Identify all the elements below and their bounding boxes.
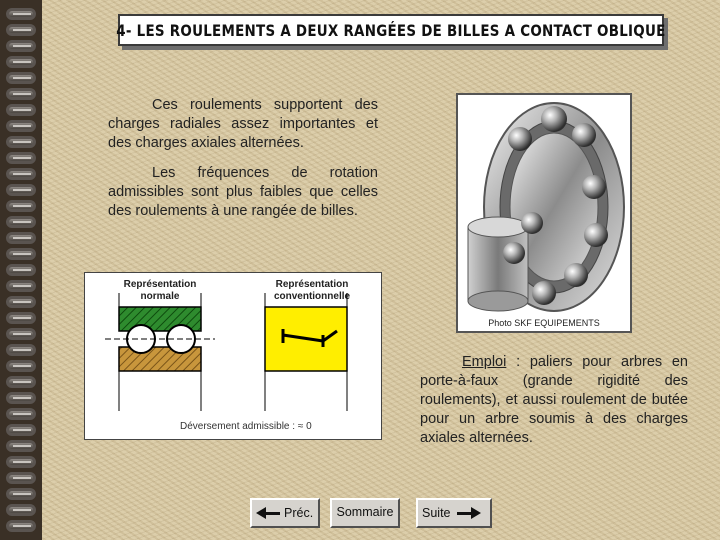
emploi-text: : paliers pour arbres en porte-à-faux (grande rigidité des roulements), et aussi roulement de butée pour un arbre soumis à des charges axiales alternées. — [420, 354, 688, 446]
binding-ring — [6, 360, 36, 372]
normal-representation — [105, 293, 215, 411]
bearing-photo — [456, 93, 632, 333]
binding-ring — [6, 312, 36, 324]
binding-ring — [6, 216, 36, 228]
binding-ring — [6, 504, 36, 516]
intro-paragraph-1-text: Ces roulements supportent des charges radiales assez importantes et des charges axiales alternées. — [108, 97, 378, 151]
conventional-representation — [265, 293, 347, 411]
page-title-box — [118, 14, 664, 46]
emploi-label: Emploi — [462, 354, 507, 370]
binding-ring — [6, 24, 36, 36]
summary-button[interactable] — [330, 498, 400, 528]
binding-ring — [6, 88, 36, 100]
arrow-right-icon — [471, 507, 481, 519]
binding-ring — [6, 200, 36, 212]
binding-ring — [6, 136, 36, 148]
bearing-diagram — [84, 272, 382, 440]
diagram-heading-conventional: Représentation conventionnelle — [273, 279, 351, 302]
diagram-heading-normal: Représentation normale — [123, 279, 197, 302]
binding-ring — [6, 376, 36, 388]
diagram-drawing — [85, 273, 381, 413]
binding-ring — [6, 120, 36, 132]
binding-ring — [6, 56, 36, 68]
binding-ring — [6, 520, 36, 532]
prev-button[interactable] — [250, 498, 320, 528]
binding-ring — [6, 296, 36, 308]
intro-paragraph-2 — [108, 164, 378, 221]
binding-ring — [6, 456, 36, 468]
arrow-right-icon-shaft — [457, 512, 471, 515]
arrow-left-icon-shaft — [266, 512, 280, 515]
binding-ring — [6, 152, 36, 164]
binding-ring — [6, 232, 36, 244]
binding-ring — [6, 184, 36, 196]
binding-ring — [6, 248, 36, 260]
intro-paragraph-2-text: Les fréquences de rotation admissibles sont plus faibles que celles des roulements à une rangée de billes. — [108, 165, 378, 219]
binding-ring — [6, 168, 36, 180]
spiral-binding — [0, 0, 42, 540]
binding-ring — [6, 8, 36, 20]
binding-ring — [6, 328, 36, 340]
emploi-paragraph — [420, 353, 688, 448]
binding-ring — [6, 408, 36, 420]
binding-ring — [6, 40, 36, 52]
photo-caption: Photo SKF EQUIPEMENTS — [488, 318, 600, 328]
binding-ring — [6, 104, 36, 116]
arrow-left-icon — [256, 507, 266, 519]
next-button[interactable] — [416, 498, 492, 528]
binding-ring — [6, 280, 36, 292]
diagram-note: Déversement admissible : ≈ 0 — [180, 421, 312, 432]
binding-ring — [6, 440, 36, 452]
binding-ring — [6, 488, 36, 500]
binding-ring — [6, 72, 36, 84]
binding-ring — [6, 392, 36, 404]
page-title: 4- LES ROULEMENTS A DEUX RANGÉES DE BILLES A CONTACT OBLIQUE — [116, 20, 666, 40]
binding-ring — [6, 264, 36, 276]
prev-button-label: Préc. — [284, 506, 314, 520]
summary-button-label: Sommaire — [336, 505, 394, 519]
binding-ring — [6, 344, 36, 356]
binding-ring — [6, 472, 36, 484]
bearing-photo-image — [458, 95, 630, 317]
intro-paragraph-1 — [108, 96, 378, 153]
next-button-label: Suite — [422, 506, 451, 520]
binding-ring — [6, 424, 36, 436]
